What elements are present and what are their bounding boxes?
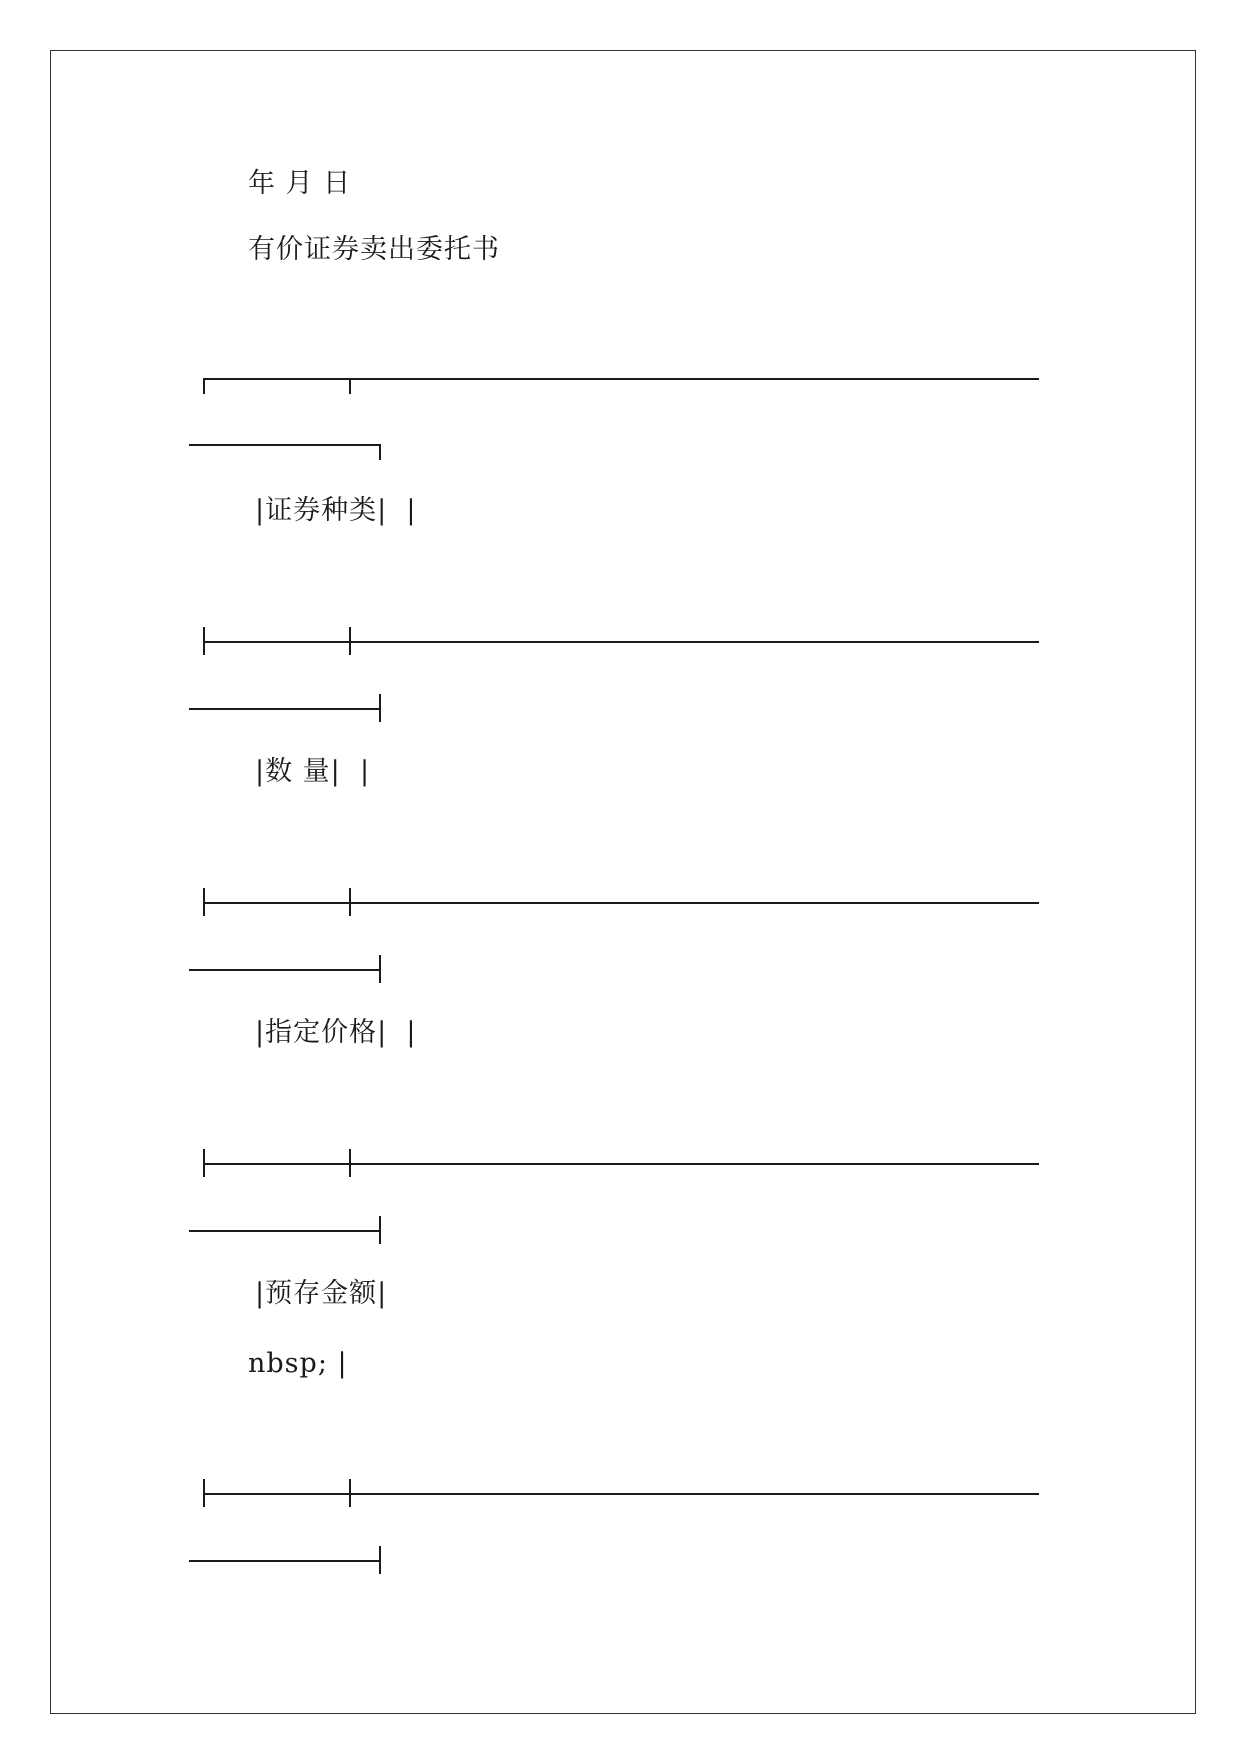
row-label-security-type: |证券种类| | [255, 495, 417, 526]
page-border [50, 50, 1196, 1714]
amount-continuation: nbsp; | [248, 1348, 348, 1379]
row-label-limit-price: |指定价格| | [255, 1017, 417, 1048]
row-label-deposit-amount: |预存金额| [255, 1278, 388, 1309]
document-title: 有价证券卖出委托书 [248, 234, 500, 265]
date-line: 年 月 日 [248, 168, 352, 199]
row-label-quantity: |数 量| | [255, 756, 371, 787]
